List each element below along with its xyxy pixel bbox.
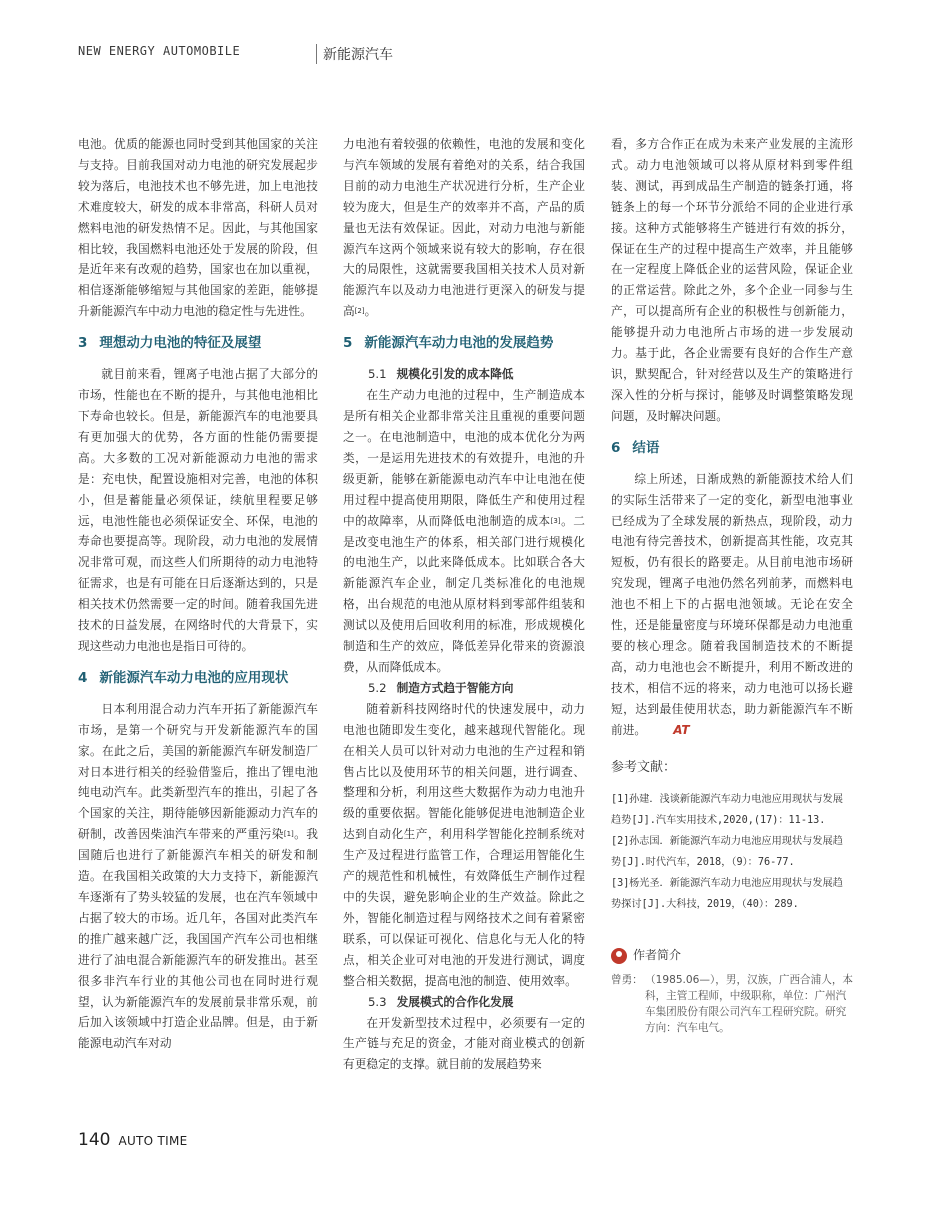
author-details: （1985.06—），男，汉族，广西合浦人，本科，主管工程师，中级职称，单位：广州汽车集团股份有限公司汽车工程研究院。研究方向：汽车电气。: [645, 974, 854, 1035]
text-run: 在生产动力电池的过程中，生产制造成本是所有相关企业都非常关注且重视的重要问题之一。在电池制造中，电池的成本优化分为两类，一是运用先进技术的有效提升，电池的升级更新，能够在新能源电动汽车中让电池在使用过程中提高使用期限，降低生产和使用过程中的故障率，从而降低电池制造的成本: [343, 388, 585, 528]
section-title: 结语: [632, 439, 660, 456]
page-number: 140: [78, 1130, 111, 1150]
section-heading-6: [611, 437, 853, 459]
person-icon: [611, 948, 627, 964]
author-section-title: 作者简介: [633, 948, 682, 963]
paragraph: 电池。优质的能源也同时受到其他国家的关注与支持。目前我国对动力电池的研究发展起步较为落后，电池技术也不够先进，加上电池技术难度较大，研发的成本非常高，科研人员对燃料电池的研发热情不足。因此，与其他国家相比较，我国燃料电池还处于发展的阶段，但是近年来有改观的趋势，国家也在加以重视，相信逐渐能够缩短与其他国家的差距，能够提升新能源汽车中动力电池的稳定性与先进性。: [78, 137, 318, 319]
section-number: 3: [78, 335, 88, 352]
author-bio: [611, 972, 853, 1036]
page-footer: [78, 1130, 188, 1150]
author-name: 曾勇：: [611, 974, 643, 987]
text-run: 。: [364, 304, 377, 319]
paragraph: [611, 469, 853, 741]
subsection-heading-5-1: [368, 364, 585, 385]
paragraph: [78, 699, 318, 1054]
section-title: 理想动力电池的特征及展望: [99, 335, 262, 352]
subsection-title: 发展模式的合作化发展: [396, 994, 514, 1009]
section-number: 6: [611, 439, 621, 456]
reference-text: 孙建．浅谈新能源汽车动力电池应用现状与发展趋势[J].汽车实用技术,2020,(17)：11-13.: [611, 794, 843, 827]
text-run: 力电池有着较强的依赖性，电池的发展和变化与汽车领域的发展有着绝对的关系，结合我国目前的动力电池生产状况进行分析，生产企业较为庞大，但是生产的效率并不高，产品的质量也无法有效保证。因此，对动力电池与新能源汽车这两个领域来说有较大的影响，存在很大的局限性，这就需要我国相关技术人员对新能源汽车以及动力电池进行更深入的研发与提高: [343, 137, 585, 319]
reference-item: [611, 873, 853, 915]
text-run: 日本利用混合动力汽车开拓了新能源汽车市场，是第一个研究与开发新能源汽车的国家。在此之后，美国的新能源汽车研发制造厂对日本进行相关的经验借鉴后，推出了锂电池纯电动汽车。此类新型汽车的推出，引起了各个国家的关注，期待能够因新能源动力汽车的研制，改善因柴油汽车带来的严重污染: [78, 701, 318, 842]
reference-text: 杨光圣．新能源汽车动力电池应用现状与发展趋势探讨[J].大科技，2019，（40）：289.: [611, 878, 843, 911]
subsection-title: 制造方式趋于智能方向: [396, 680, 514, 695]
section-title: 新能源汽车动力电池的发展趋势: [364, 335, 554, 352]
citation: [2]: [354, 307, 365, 316]
citation: [3]: [550, 516, 561, 525]
text-run: 。我国随后也进行了新能源汽车相关的研发和制造。在我国相关政策的大力支持下，新能源汽车逐渐有了势头较猛的发展，也在汽车领域中占据了较大的市场。近几年，各国对此类汽车的推广越来越广泛，我国国产汽车公司也相继进行了油电混合新能源汽车的研发推出。甚至很多非汽车行业的其他公司也在同时进行观望，认为新能源汽车的发展前景非常乐观，前后加入该领域中打造企业品牌。但是，由于新能源电动汽车对动: [78, 827, 318, 1051]
paragraph: 看，多方合作正在成为未来产业发展的主流形式。动力电池领域可以将从原材料到零件组装、测试，再到成品生产制造的链条打通，将链条上的每一个环节分派给不同的企业进行承接。这种方式能够将生产链进行有效的拆分，保证在生产的过程中提高生产效率，并且能够在一定程度上降低企业的运营风险，保证企业的正常运营。除此之外，多个企业一同参与生产，可以提高所有企业的积极性与创新能力，能够提升动力电池所占市场的进一步发展动力。基于此，各企业需要有良好的合作生产意识，默契配合，针对经营以及生产的策略进行深入性的分析与探讨，能够及时调整策略发现问题，及时解决问题。: [611, 137, 853, 423]
reference-tag: [1]: [611, 794, 630, 806]
reference-item: [611, 789, 853, 831]
paragraph: 随着新科技网络时代的快速发展中，动力电池也随即发生变化，越来越现代智能化。现在相关人员可以针对动力电池的生产过程和销售占比以及使用环节的相关问题，进行调查、整理和分析，利用这些大数据作为动力电池升级的重要依据。智能化能够促进电池制造企业达到自动化生产，利用科学智能化控制系统对生产及过程进行监管工作，合理运用智能化生产的规范性和机械性，有效降低生产制作过程中的失误，避免影响企业的生产效益。除此之外，智能化制造过程与网络技术之间有着紧密联系，可以保证可视化、信息化与无人化的特点，相关企业可对电池的开发进行测试，调度整合相关数据，提高电池的制造、使用效率。: [343, 701, 585, 988]
section-number: 5: [343, 335, 353, 352]
column-1: [78, 134, 318, 1054]
reference-tag: [3]: [611, 878, 630, 890]
subsection-heading-5-3: [368, 992, 585, 1013]
subsection-heading-5-2: [368, 678, 585, 699]
column-2: [343, 134, 585, 1075]
citation: [1]: [283, 830, 294, 839]
paragraph: [343, 134, 585, 322]
section-heading-5: [343, 332, 585, 354]
subsection-number: 5.3: [368, 994, 387, 1009]
text-run: 。二是改变电池生产的体系，相关部门进行规模化的电池生产，以此来降低成本。比如联合各大新能源汽车企业，制定几类标准化的电池规格，出台规范的电池从原材料到零部件组装和测试以及使用后回收利用的标准，形成规模化制造和生产的效应，降低差异化带来的资源浪费，从而降低成本。: [343, 513, 585, 674]
column-3: [611, 134, 853, 1036]
reference-item: [611, 831, 853, 873]
references-title: 参考文献：: [611, 760, 677, 776]
section-heading-4: [78, 667, 318, 689]
section-heading-3: [78, 332, 318, 354]
subsection-number: 5.2: [368, 680, 387, 695]
paragraph: [343, 385, 585, 678]
section-title: 新能源汽车动力电池的应用现状: [99, 669, 289, 686]
journal-name-cn: 新能源汽车: [316, 44, 393, 64]
journal-name-en: NEW ENERGY AUTOMOBILE: [78, 44, 241, 58]
subsection-number: 5.1: [368, 367, 387, 382]
subsection-title: 规模化引发的成本降低: [396, 367, 514, 382]
paragraph: 就目前来看，锂离子电池占据了大部分的市场，性能也在不断的提升，与其他电池相比下寿命也较长。但是，新能源汽车的电池要具有更加强大的优势，各方面的性能仍需要提高。大多数的工况对新能源动力电池的需求是：充电快，配置设施相对完善，电池的体积小，但是蓄能量必须保证，续航里程要足够远，电池性能也必须保证安全、环保，电池的寿命也要提高等。现阶段，动力电池的发展情况非常可观，而这些人们所期待的动力电池特征需求，也是有可能在日后逐渐达到的，只是相关技术仍然需要一定的时间。随着我国先进技术的日益发展，在网络时代的大背景下，实现这些动力电池也是指日可待的。: [78, 367, 318, 653]
reference-tag: [2]: [611, 836, 630, 848]
reference-text: 孙志国．新能源汽车动力电池应用现状与发展趋势[J].时代汽车，2018，（9）：76-77.: [611, 836, 843, 869]
author-section-heading: [611, 945, 853, 966]
section-number: 4: [78, 669, 88, 686]
magazine-name: AUTO TIME: [118, 1134, 188, 1148]
text-run: 综上所述，日渐成熟的新能源技术给人们的实际生活带来了一定的变化，新型电池事业已经成为了全球发展的新热点，现阶段，动力电池有待完善技术，创新提高其性能，攻克其短板，仍有很长的路要走。从目前电池市场研究发现，锂离子电池仍然名列前茅，而燃料电池也不相上下的占据电池领域。无论在安全性，还是能量密度与环境环保都是动力电池重要的核心理念。随着我国制造技术的不断提高，动力电池也会不断提升，利用不断改进的技术，相信不远的将来，动力电池可以扬长避短，达到最佳使用状态，助力新能源汽车不断前进。: [611, 471, 853, 737]
end-mark-icon: AT: [673, 722, 690, 737]
paragraph: 在开发新型技术过程中，必须要有一定的生产链与充足的资金，才能对商业模式的创新有更稳定的支撑。就目前的发展趋势来: [343, 1015, 585, 1072]
